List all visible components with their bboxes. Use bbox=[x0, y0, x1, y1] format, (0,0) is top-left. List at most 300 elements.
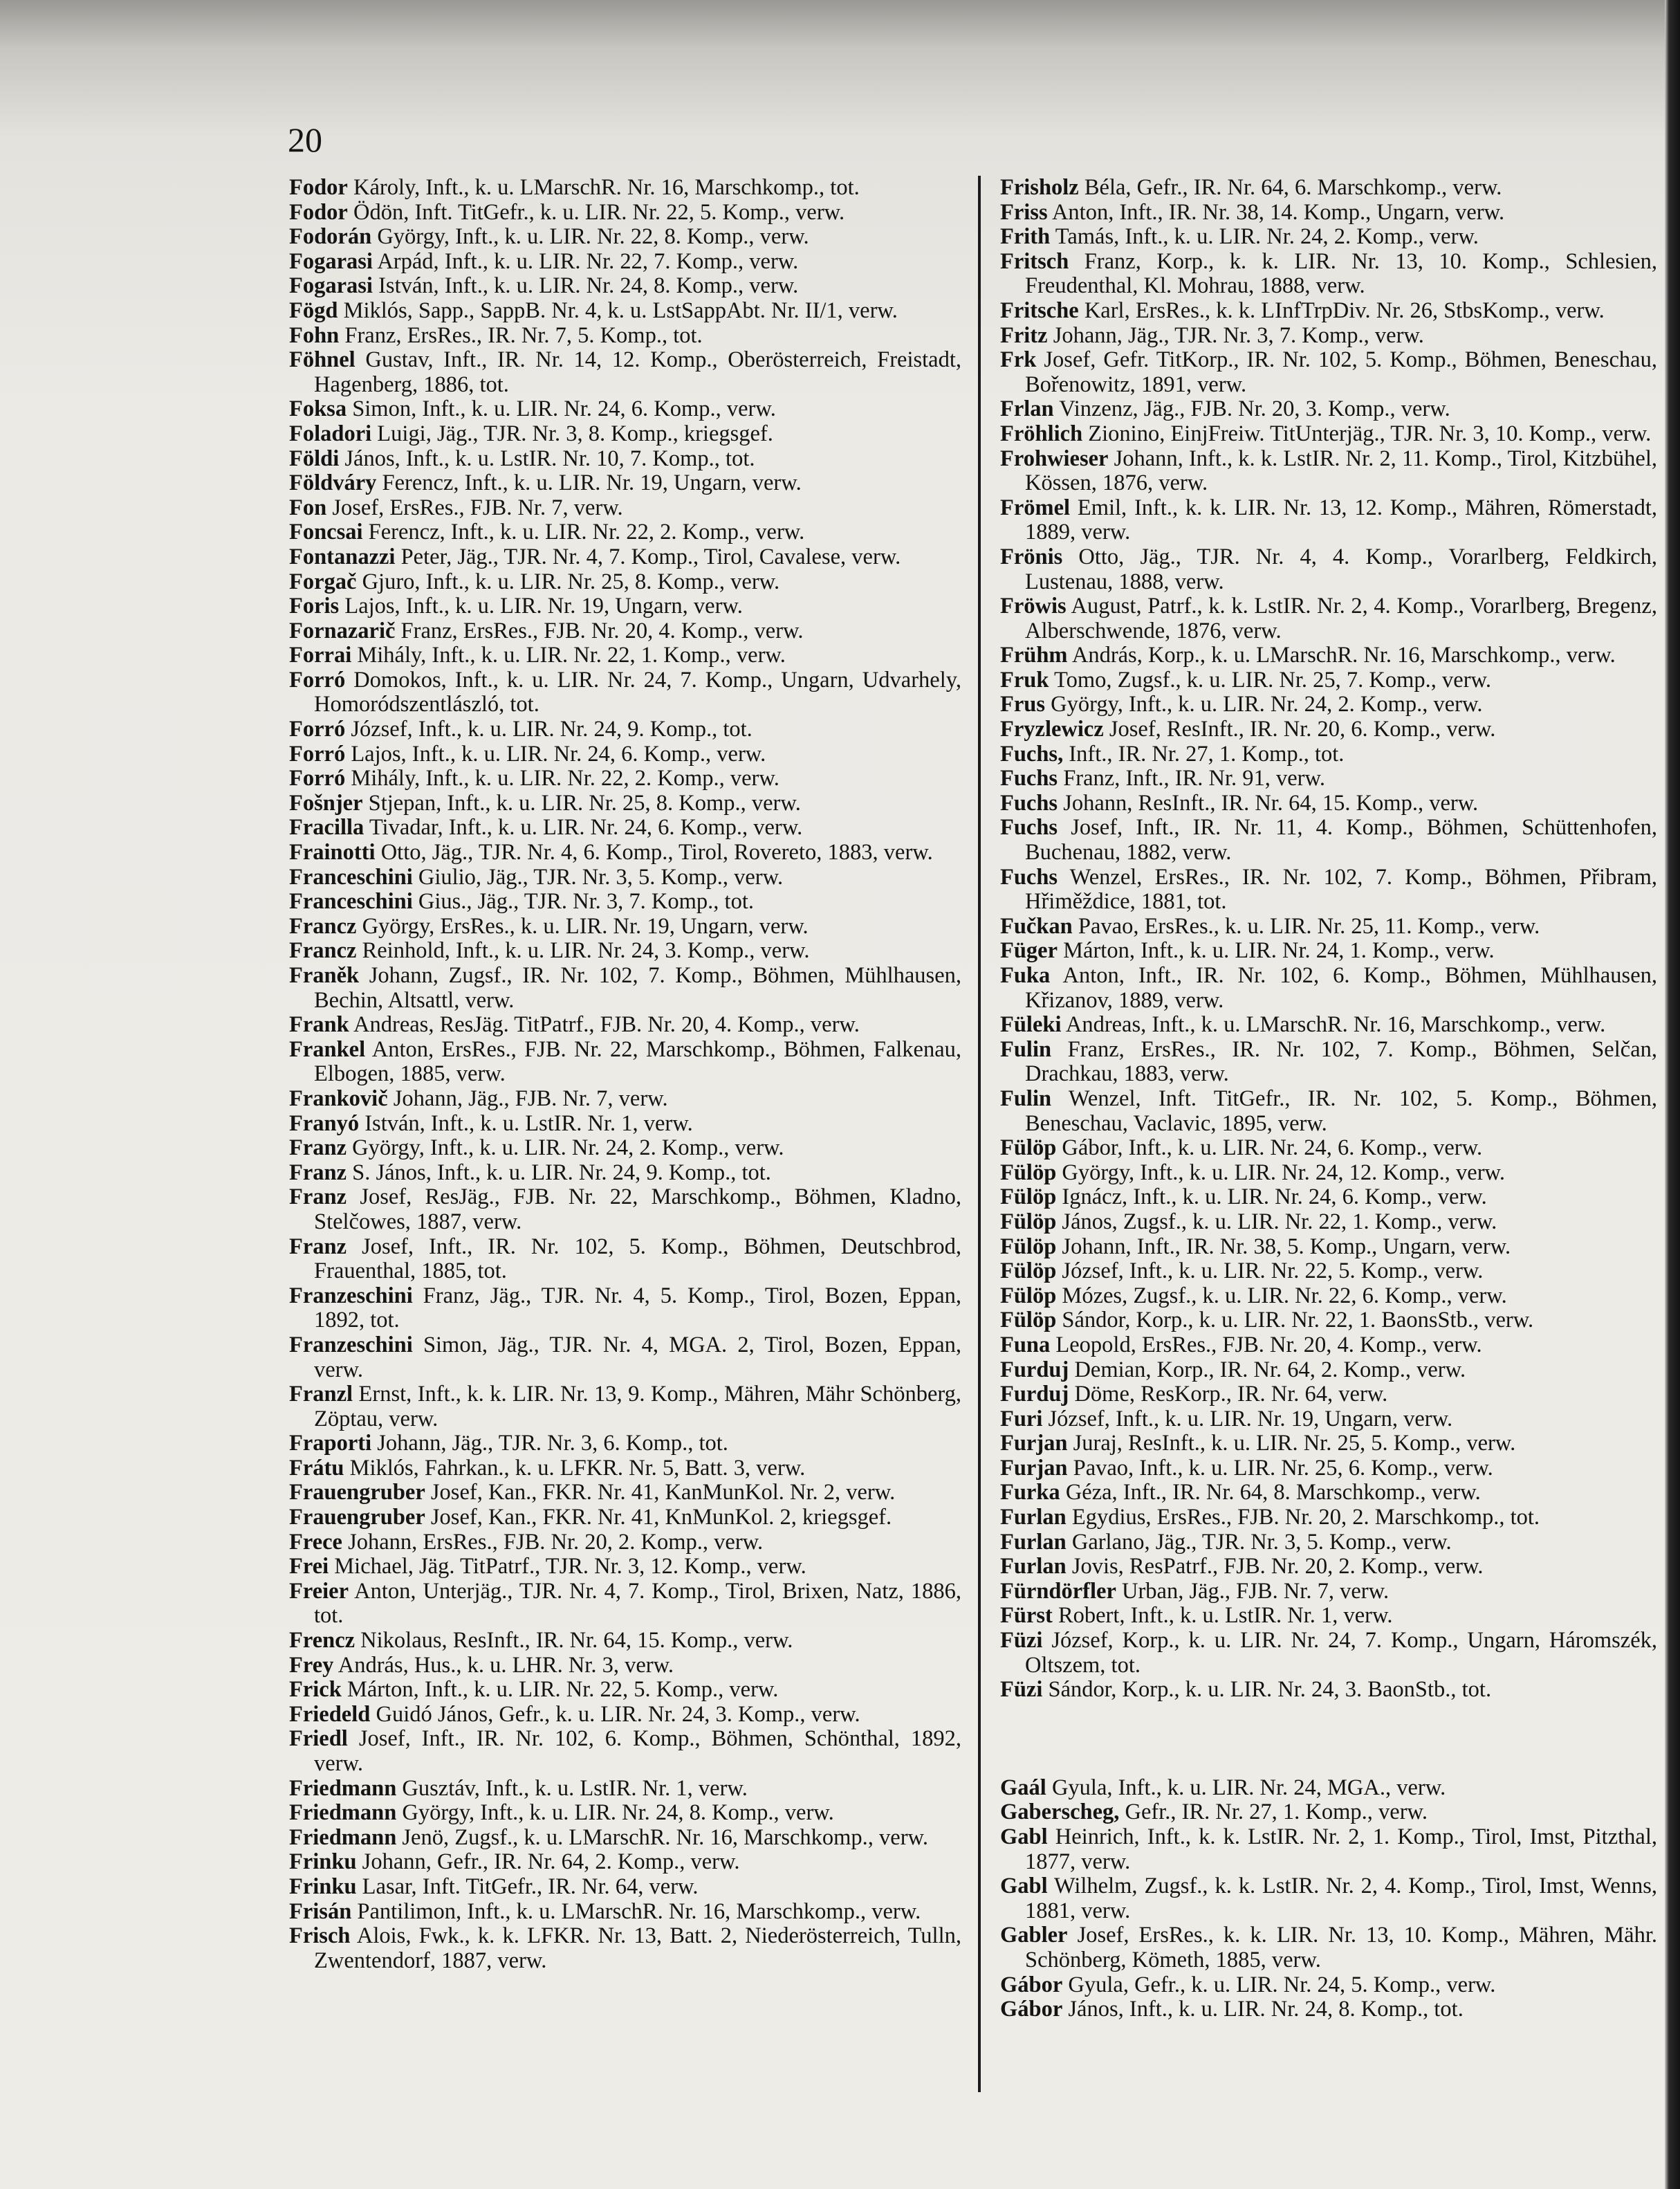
entry-surname: Friedmann bbox=[289, 1800, 397, 1826]
entry-surname: Fohn bbox=[289, 322, 340, 348]
list-entry bbox=[289, 841, 961, 865]
entry-details: Franz, Inft., IR. Nr. 91, verw. bbox=[1063, 766, 1325, 791]
list-entry bbox=[289, 890, 961, 915]
entry-details: Ferencz, Inft., k. u. LIR. Nr. 19, Ungarn, verw. bbox=[382, 470, 802, 496]
entry-details: Jovis, ResPatrf., FJB. Nr. 20, 2. Komp., verw. bbox=[1071, 1554, 1484, 1579]
entry-details: János, Inft., k. u. LIR. Nr. 24, 8. Komp., tot. bbox=[1068, 1997, 1464, 2022]
entry-surname: Frank bbox=[289, 1012, 349, 1038]
list-entry bbox=[289, 471, 961, 496]
list-entry bbox=[1000, 545, 1657, 594]
entry-details: Pavao, Inft., k. u. LIR. Nr. 25, 6. Komp., verw. bbox=[1073, 1455, 1493, 1481]
list-entry bbox=[1000, 1161, 1657, 1186]
entry-surname: Frauengruber bbox=[289, 1505, 425, 1530]
entry-surname: Fryzlewicz bbox=[1000, 717, 1104, 742]
entry-surname: Foncsai bbox=[289, 520, 363, 545]
entry-surname: Friedmann bbox=[289, 1775, 397, 1801]
entry-surname: Fuka bbox=[1000, 963, 1051, 988]
list-entry bbox=[1000, 594, 1657, 643]
list-entry bbox=[1000, 816, 1657, 865]
entry-surname: Franz bbox=[289, 1135, 347, 1161]
entry-surname: Füzi bbox=[1000, 1628, 1043, 1654]
right-column bbox=[1000, 176, 1657, 2022]
list-entry bbox=[289, 1481, 961, 1505]
entry-surname: Forró bbox=[289, 717, 346, 742]
entry-surname: Franyó bbox=[289, 1110, 360, 1136]
entry-details: Márton, Inft., k. u. LIR. Nr. 22, 5. Komp., verw. bbox=[347, 1677, 779, 1703]
entry-surname: Forró bbox=[289, 741, 346, 767]
entry-details: András, Korp., k. u. LMarschR. Nr. 16, Marschkomp., verw. bbox=[1071, 643, 1616, 668]
entry-surname: Franz bbox=[289, 1234, 347, 1259]
entry-surname: Fodor bbox=[289, 175, 348, 200]
entry-surname: Frönis bbox=[1000, 544, 1063, 569]
entry-details: Franz, ErsRes., IR. Nr. 102, 7. Komp., Böhmen, Selčan, Drachkau, 1883, verw. bbox=[1025, 1036, 1657, 1087]
entry-details: August, Patrf., k. k. LstIR. Nr. 2, 4. Komp., Vorarlberg, Bregenz, Alberschwende, 1876, verw. bbox=[1025, 594, 1657, 643]
entry-details: Alois, Fwk., k. k. LFKR. Nr. 13, Batt. 2, Niederösterreich, Tulln, Zwentendorf, 1887, verw. bbox=[314, 1923, 961, 1973]
entry-surname: Frisch bbox=[289, 1923, 351, 1949]
entry-surname: Furlan bbox=[1000, 1554, 1067, 1579]
entry-surname: Frk bbox=[1000, 347, 1037, 373]
entry-surname: Fülöp bbox=[1000, 1160, 1057, 1185]
entry-surname: Furka bbox=[1000, 1480, 1060, 1505]
list-entry bbox=[289, 1579, 961, 1629]
list-entry bbox=[289, 250, 961, 275]
list-entry bbox=[289, 1654, 961, 1678]
entry-surname: Frühm bbox=[1000, 643, 1068, 668]
entry-surname: Fülöp bbox=[1000, 1209, 1057, 1234]
entry-surname: Fülöp bbox=[1000, 1258, 1057, 1284]
entry-surname: Fodorán bbox=[289, 224, 372, 250]
entry-surname: Foris bbox=[289, 594, 340, 619]
entry-details: István, Inft., k. u. LstIR. Nr. 1, verw. bbox=[364, 1110, 693, 1136]
entry-surname: Frei bbox=[289, 1554, 329, 1579]
list-entry bbox=[289, 865, 961, 890]
entry-details: Károly, Inft., k. u. LMarschR. Nr. 16, Marschkomp., tot. bbox=[353, 175, 860, 200]
entry-details: Tomo, Zugsf., k. u. LIR. Nr. 25, 7. Komp., verw. bbox=[1053, 667, 1492, 693]
entry-details: Josef, Inft., IR. Nr. 102, 6. Komp., Böhmen, Schönthal, 1892, verw. bbox=[314, 1726, 962, 1776]
entry-surname: Fürst bbox=[1000, 1603, 1053, 1629]
list-entry bbox=[289, 274, 961, 299]
entry-surname: Franzeschini bbox=[289, 1283, 413, 1308]
list-entry bbox=[1000, 1555, 1657, 1579]
entry-surname: Fodor bbox=[289, 199, 348, 225]
entry-surname: Francz bbox=[289, 913, 357, 939]
list-entry bbox=[1000, 250, 1657, 299]
entry-details: Ernst, Inft., k. k. LIR. Nr. 13, 9. Komp., Mähren, Mähr Schönberg, Zöptau, verw. bbox=[314, 1382, 961, 1431]
entry-surname: Frömel bbox=[1000, 495, 1071, 520]
list-entry bbox=[289, 201, 961, 226]
entry-surname: Forró bbox=[289, 766, 346, 791]
entry-details: Josef, Kan., FKR. Nr. 41, KanMunKol. Nr. 2, verw. bbox=[430, 1480, 896, 1505]
list-entry bbox=[289, 1727, 961, 1776]
entry-details: Béla, Gefr., IR. Nr. 64, 6. Marschkomp., verw. bbox=[1084, 175, 1502, 200]
entry-details: Karl, ErsRes., k. k. LInfTrpDiv. Nr. 26, StbsKomp., verw. bbox=[1084, 297, 1605, 323]
entry-details: S. János, Inft., k. u. LIR. Nr. 24, 9. Komp., tot. bbox=[352, 1160, 771, 1185]
entry-details: Johann, Inft., IR. Nr. 38, 5. Komp., Ungarn, verw. bbox=[1062, 1234, 1511, 1259]
entry-surname: Fröhlich bbox=[1000, 421, 1083, 446]
entry-surname: Forgač bbox=[289, 569, 357, 594]
entry-details: Ödön, Inft. TitGefr., k. u. LIR. Nr. 22, 5. Komp., verw. bbox=[353, 199, 845, 225]
list-entry bbox=[1000, 1308, 1657, 1333]
entry-details: György, Inft., k. u. LIR. Nr. 24, 2. Komp., verw. bbox=[1051, 692, 1483, 717]
entry-surname: Fröwis bbox=[1000, 594, 1067, 619]
entry-details: Urban, Jäg., FJB. Nr. 7, verw. bbox=[1122, 1578, 1390, 1604]
entry-details: Gyula, Gefr., k. u. LIR. Nr. 24, 5. Komp., verw. bbox=[1068, 1972, 1496, 1997]
entry-details: Johann, Gefr., IR. Nr. 64, 2. Komp., verw. bbox=[362, 1849, 740, 1875]
entry-details: Guidó János, Gefr., k. u. LIR. Nr. 24, 3. Komp., verw. bbox=[376, 1701, 860, 1727]
list-entry bbox=[1000, 865, 1657, 915]
entry-details: Gyula, Inft., k. u. LIR. Nr. 24, MGA., verw. bbox=[1051, 1775, 1446, 1800]
entry-surname: Földi bbox=[289, 446, 340, 471]
list-entry bbox=[289, 964, 961, 1013]
entry-surname: Freier bbox=[289, 1578, 349, 1604]
entry-details: Nikolaus, ResInft., IR. Nr. 64, 15. Komp., verw. bbox=[360, 1628, 793, 1654]
entry-details: Demian, Korp., IR. Nr. 64, 2. Komp., verw. bbox=[1074, 1357, 1466, 1382]
entry-details: Johann, Inft., k. k. LstIR. Nr. 2, 11. Komp., Tirol, Kitzbühel, Kössen, 1876, verw. bbox=[1025, 446, 1657, 496]
entry-details: Wenzel, Inft. TitGefr., IR. Nr. 102, 5. Komp., Böhmen, Beneschau, Vaclavic, 1895, verw. bbox=[1025, 1086, 1657, 1136]
entry-surname: Fuchs bbox=[1000, 790, 1058, 816]
list-entry bbox=[289, 1505, 961, 1530]
entry-surname: Friss bbox=[1000, 199, 1048, 225]
entry-details: Juraj, ResInft., k. u. LIR. Nr. 25, 5. Komp., verw. bbox=[1073, 1431, 1516, 1456]
list-entry bbox=[289, 570, 961, 595]
entry-details: Anton, Inft., IR. Nr. 102, 6. Komp., Böhmen, Mühlhausen, Křizanov, 1889, verw. bbox=[1025, 963, 1657, 1013]
entry-details: Luigi, Jäg., TJR. Nr. 3, 8. Komp., kriegsgef. bbox=[377, 421, 773, 446]
entry-surname: Francz bbox=[289, 938, 357, 964]
entry-surname: Frus bbox=[1000, 692, 1045, 717]
entry-details: György, ErsRes., k. u. LIR. Nr. 19, Ungarn, verw. bbox=[362, 913, 809, 939]
entry-surname: Frisán bbox=[289, 1898, 352, 1924]
entry-surname: Fulin bbox=[1000, 1036, 1052, 1062]
list-entry bbox=[1000, 1358, 1657, 1383]
entry-surname: Franzl bbox=[289, 1382, 353, 1407]
entry-details: Egydius, ErsRes., FJB. Nr. 20, 2. Marschkomp., tot. bbox=[1071, 1505, 1540, 1530]
entry-details: Franz, Jäg., TJR. Nr. 4, 5. Komp., Tirol, Bozen, Eppan, 1892, tot. bbox=[314, 1283, 961, 1333]
entry-surname: Franz bbox=[289, 1160, 347, 1185]
list-entry bbox=[1000, 1038, 1657, 1087]
entry-details: Andreas, Inft., k. u. LMarschR. Nr. 16, Marschkomp., verw. bbox=[1065, 1012, 1606, 1038]
list-entry bbox=[289, 1530, 961, 1555]
entry-details: Miklós, Fahrkan., k. u. LFKR. Nr. 5, Batt. 3, verw. bbox=[349, 1455, 806, 1481]
list-entry bbox=[289, 545, 961, 570]
list-entry bbox=[1000, 939, 1657, 964]
list-entry bbox=[1000, 176, 1657, 201]
list-entry bbox=[1000, 693, 1657, 717]
list-entry bbox=[289, 422, 961, 447]
entry-surname: Gabler bbox=[1000, 1923, 1068, 1948]
entry-surname: Fritz bbox=[1000, 322, 1048, 348]
entry-surname: Föhnel bbox=[289, 347, 356, 373]
entry-details: Ignácz, Inft., k. u. LIR. Nr. 24, 6. Komp., verw. bbox=[1062, 1184, 1487, 1210]
list-entry bbox=[1000, 1800, 1657, 1825]
entry-details: Johann, Zugsf., IR. Nr. 102, 7. Komp., Böhmen, Mühlhausen, Bechin, Altsattl, verw. bbox=[314, 963, 962, 1013]
entry-surname: Frinku bbox=[289, 1849, 357, 1875]
list-entry bbox=[1000, 225, 1657, 250]
right-column-f-entries bbox=[1000, 176, 1657, 1703]
entry-surname: Forrai bbox=[289, 643, 352, 668]
entry-details: Lajos, Inft., k. u. LIR. Nr. 19, Ungarn, verw. bbox=[344, 594, 743, 619]
list-entry bbox=[289, 619, 961, 644]
entry-surname: Frainotti bbox=[289, 840, 376, 865]
entry-details: Anton, ErsRes., FJB. Nr. 22, Marschkomp., Böhmen, Falkenau, Elbogen, 1885, verw. bbox=[314, 1036, 961, 1087]
list-entry bbox=[289, 397, 961, 422]
entry-details: Leopold, ErsRes., FJB. Nr. 20, 4. Komp., verw. bbox=[1055, 1332, 1482, 1357]
list-entry bbox=[1000, 1259, 1657, 1284]
entry-surname: Fuchs bbox=[1000, 766, 1058, 791]
list-entry bbox=[289, 1235, 961, 1284]
entry-surname: Frankel bbox=[289, 1036, 366, 1062]
list-entry bbox=[289, 1136, 961, 1161]
list-entry bbox=[289, 1333, 961, 1382]
list-entry bbox=[1000, 1087, 1657, 1136]
list-entry bbox=[1000, 1481, 1657, 1505]
entry-surname: Frencz bbox=[289, 1628, 356, 1654]
list-entry bbox=[289, 1924, 961, 1973]
entry-details: Johann, Jäg., FJB. Nr. 7, verw. bbox=[393, 1086, 668, 1111]
list-entry bbox=[289, 1431, 961, 1456]
list-entry bbox=[1000, 1629, 1657, 1678]
list-entry bbox=[289, 520, 961, 545]
column-divider bbox=[978, 176, 981, 2092]
list-entry bbox=[289, 742, 961, 767]
list-entry bbox=[289, 1875, 961, 1900]
entry-surname: Fulin bbox=[1000, 1086, 1052, 1111]
entry-details: András, Hus., k. u. LHR. Nr. 3, verw. bbox=[338, 1652, 674, 1678]
list-entry bbox=[289, 1777, 961, 1802]
entry-details: Simon, Inft., k. u. LIR. Nr. 24, 6. Komp., verw. bbox=[352, 396, 776, 422]
entry-surname: Fülöp bbox=[1000, 1234, 1057, 1259]
left-column bbox=[289, 176, 961, 1973]
entry-surname: Funa bbox=[1000, 1332, 1051, 1357]
list-entry bbox=[1000, 422, 1657, 447]
list-entry bbox=[1000, 348, 1657, 397]
entry-details: Arpád, Inft., k. u. LIR. Nr. 22, 7. Komp., verw. bbox=[377, 248, 799, 274]
entry-details: Franz, ErsRes., IR. Nr. 7, 5. Komp., tot. bbox=[344, 322, 703, 348]
list-entry bbox=[1000, 1604, 1657, 1629]
entry-details: Peter, Jäg., TJR. Nr. 4, 7. Komp., Tirol, Cavalese, verw. bbox=[400, 544, 901, 569]
entry-details: Johann, Jäg., TJR. Nr. 3, 6. Komp., tot. bbox=[377, 1431, 728, 1456]
right-column-g-entries bbox=[1000, 1776, 1657, 2022]
entry-surname: Fraporti bbox=[289, 1431, 372, 1456]
list-entry bbox=[289, 1703, 961, 1728]
list-entry bbox=[289, 225, 961, 250]
entry-details: János, Zugsf., k. u. LIR. Nr. 22, 1. Komp., verw. bbox=[1062, 1209, 1497, 1234]
list-entry bbox=[289, 176, 961, 201]
list-entry bbox=[1000, 717, 1657, 742]
entry-details: Josef, ErsRes., k. k. LIR. Nr. 13, 10. Komp., Mähren, Mähr. Schönberg, Kömeth, 1885, verw. bbox=[1025, 1923, 1657, 1972]
entry-details: Emil, Inft., k. k. LIR. Nr. 13, 12. Komp., Mähren, Römerstadt, 1889, verw. bbox=[1025, 495, 1657, 545]
list-entry bbox=[289, 1185, 961, 1234]
list-entry bbox=[1000, 1284, 1657, 1309]
list-entry bbox=[1000, 1973, 1657, 1998]
entry-surname: Frece bbox=[289, 1529, 342, 1555]
entry-surname: Gábor bbox=[1000, 1972, 1063, 1997]
entry-details: Anton, Unterjäg., TJR. Nr. 4, 7. Komp., Tirol, Brixen, Natz, 1886, tot. bbox=[314, 1578, 961, 1629]
list-entry bbox=[289, 668, 961, 717]
entry-details: Robert, Inft., k. u. LstIR. Nr. 1, verw. bbox=[1058, 1603, 1393, 1629]
list-entry bbox=[1000, 1136, 1657, 1161]
entry-details: Sándor, Korp., k. u. LIR. Nr. 24, 3. BaonStb., tot. bbox=[1048, 1677, 1492, 1703]
list-entry bbox=[289, 1038, 961, 1087]
entry-details: Gábor, Inft., k. u. LIR. Nr. 24, 6. Komp., verw. bbox=[1062, 1135, 1483, 1161]
entry-surname: Franceschini bbox=[289, 889, 413, 915]
entry-details: Josef, ResInft., IR. Nr. 20, 6. Komp., verw. bbox=[1109, 717, 1496, 742]
entry-surname: Fogarasi bbox=[289, 248, 373, 274]
entry-details: Lajos, Inft., k. u. LIR. Nr. 24, 6. Komp., verw. bbox=[351, 741, 766, 767]
list-entry bbox=[1000, 496, 1657, 545]
entry-details: Josef, Inft., IR. Nr. 102, 5. Komp., Böhmen, Deutschbrod, Frauenthal, 1885, tot. bbox=[314, 1234, 961, 1284]
entry-surname: Frankovič bbox=[289, 1086, 388, 1111]
list-entry bbox=[1000, 1530, 1657, 1555]
entry-details: Heinrich, Inft., k. k. LstIR. Nr. 2, 1. Komp., Tirol, Imst, Pitzthal, 1877, verw. bbox=[1025, 1824, 1657, 1874]
entry-details: György, Inft., k. u. LIR. Nr. 24, 8. Komp., verw. bbox=[402, 1800, 834, 1826]
entry-surname: Frauengruber bbox=[289, 1480, 425, 1505]
entry-details: János, Inft., k. u. LstIR. Nr. 10, 7. Komp., tot. bbox=[344, 446, 755, 471]
list-entry bbox=[289, 1161, 961, 1186]
entry-details: Gefr., IR. Nr. 27, 1. Komp., verw. bbox=[1125, 1799, 1428, 1825]
entry-details: Wilhelm, Zugsf., k. k. LstIR. Nr. 2, 4. Komp., Tirol, Imst, Wenns, 1881, verw. bbox=[1025, 1874, 1657, 1923]
entry-surname: Friedmann bbox=[289, 1824, 397, 1850]
entry-surname: Franceschini bbox=[289, 864, 413, 890]
list-entry bbox=[289, 915, 961, 940]
list-entry bbox=[289, 496, 961, 521]
list-entry bbox=[289, 1382, 961, 1431]
entry-surname: Fontanazzi bbox=[289, 544, 396, 569]
list-entry bbox=[1000, 1333, 1657, 1358]
entry-surname: Frlan bbox=[1000, 396, 1054, 422]
entry-details: György, Inft., k. u. LIR. Nr. 24, 2. Komp., verw. bbox=[352, 1135, 784, 1161]
list-entry bbox=[289, 1284, 961, 1333]
entry-surname: Friedeld bbox=[289, 1701, 371, 1727]
entry-details: Vinzenz, Jäg., FJB. Nr. 20, 3. Komp., verw. bbox=[1059, 396, 1450, 422]
list-entry bbox=[1000, 1407, 1657, 1432]
list-entry bbox=[289, 767, 961, 791]
list-entry bbox=[289, 1629, 961, 1654]
entry-surname: Foksa bbox=[289, 396, 347, 422]
entry-details: Johann, Jäg., TJR. Nr. 3, 7. Komp., verw. bbox=[1053, 322, 1424, 348]
list-entry bbox=[1000, 447, 1657, 496]
entry-details: Inft., IR. Nr. 27, 1. Komp., tot. bbox=[1069, 741, 1345, 767]
entry-surname: Furjan bbox=[1000, 1431, 1068, 1456]
list-entry bbox=[1000, 397, 1657, 422]
list-entry bbox=[289, 1456, 961, 1481]
entry-surname: Furlan bbox=[1000, 1505, 1067, 1530]
list-entry bbox=[1000, 1235, 1657, 1260]
entry-surname: Frith bbox=[1000, 224, 1051, 250]
list-entry bbox=[1000, 915, 1657, 940]
entry-details: Mihály, Inft., k. u. LIR. Nr. 22, 1. Komp., verw. bbox=[357, 643, 786, 668]
section-gap bbox=[1000, 1703, 1657, 1776]
entry-surname: Fürndörfler bbox=[1000, 1578, 1116, 1604]
entry-surname: Gaberscheg, bbox=[1000, 1799, 1120, 1825]
entry-surname: Forró bbox=[289, 667, 346, 693]
entry-surname: Földváry bbox=[289, 470, 377, 496]
entry-details: József, Inft., k. u. LIR. Nr. 24, 9. Komp., tot. bbox=[351, 717, 753, 742]
entry-details: Ferencz, Inft., k. u. LIR. Nr. 22, 2. Komp., verw. bbox=[368, 520, 805, 545]
entry-surname: Fritsche bbox=[1000, 297, 1079, 323]
entry-surname: Fučkan bbox=[1000, 913, 1073, 939]
list-entry bbox=[289, 791, 961, 816]
list-entry bbox=[1000, 1013, 1657, 1038]
list-entry bbox=[289, 299, 961, 324]
list-entry bbox=[1000, 1431, 1657, 1456]
entry-surname: Fülöp bbox=[1000, 1135, 1057, 1161]
entry-details: Döme, ResKorp., IR. Nr. 64, verw. bbox=[1074, 1382, 1388, 1407]
entry-surname: Füleki bbox=[1000, 1012, 1062, 1038]
entry-details: Stjepan, Inft., k. u. LIR. Nr. 25, 8. Komp., verw. bbox=[368, 790, 801, 816]
list-entry bbox=[1000, 1825, 1657, 1874]
page-number: 20 bbox=[288, 120, 322, 159]
entry-surname: Gábor bbox=[1000, 1997, 1063, 2022]
list-entry bbox=[1000, 299, 1657, 324]
entry-surname: Fornazarič bbox=[289, 618, 396, 643]
entry-surname: Furi bbox=[1000, 1406, 1043, 1431]
entry-details: Reinhold, Inft., k. u. LIR. Nr. 24, 3. Komp., verw. bbox=[362, 938, 810, 964]
list-entry bbox=[1000, 324, 1657, 349]
entry-details: Gjuro, Inft., k. u. LIR. Nr. 25, 8. Komp., verw. bbox=[362, 569, 780, 594]
list-entry bbox=[289, 1013, 961, 1038]
entry-details: Michael, Jäg. TitPatrf., TJR. Nr. 3, 12. Komp., verw. bbox=[334, 1554, 806, 1579]
entry-details: Mihály, Inft., k. u. LIR. Nr. 22, 2. Komp., verw. bbox=[351, 766, 779, 791]
list-entry bbox=[289, 447, 961, 472]
list-entry bbox=[1000, 1776, 1657, 1801]
entry-details: Garlano, Jäg., TJR. Nr. 3, 5. Komp., verw. bbox=[1071, 1529, 1452, 1555]
entry-surname: Fogarasi bbox=[289, 273, 373, 299]
entry-details: Domokos, Inft., k. u. LIR. Nr. 24, 7. Komp., Ungarn, Udvarhely, Homoródszentlászló, tot. bbox=[314, 667, 961, 717]
entry-surname: Foladori bbox=[289, 421, 372, 446]
entry-surname: Frey bbox=[289, 1652, 334, 1678]
entry-details: Zionino, EinjFreiw. TitUnterjäg., TJR. Nr. 3, 10. Komp., verw. bbox=[1088, 421, 1652, 446]
entry-details: Tamás, Inft., k. u. LIR. Nr. 24, 2. Komp., verw. bbox=[1055, 224, 1479, 250]
entry-surname: Fošnjer bbox=[289, 790, 363, 816]
list-entry bbox=[1000, 1997, 1657, 2022]
list-entry bbox=[289, 1555, 961, 1579]
list-entry bbox=[1000, 791, 1657, 816]
entry-details: József, Korp., k. u. LIR. Nr. 24, 7. Komp., Ungarn, Háromszék, Oltszem, tot. bbox=[1025, 1628, 1658, 1678]
entry-surname: Frohwieser bbox=[1000, 446, 1109, 471]
entry-details: Tivadar, Inft., k. u. LIR. Nr. 24, 6. Komp., verw. bbox=[369, 815, 803, 841]
entry-details: Jenö, Zugsf., k. u. LMarschR. Nr. 16, Marschkomp., verw. bbox=[402, 1824, 929, 1850]
entry-surname: Fruk bbox=[1000, 667, 1049, 693]
list-entry bbox=[1000, 643, 1657, 668]
list-entry bbox=[289, 717, 961, 742]
entry-details: István, Inft., k. u. LIR. Nr. 24, 8. Komp., verw. bbox=[378, 273, 799, 299]
list-entry bbox=[1000, 742, 1657, 767]
entry-details: Andreas, ResJäg. TitPatrf., FJB. Nr. 20, 4. Komp., verw. bbox=[353, 1012, 860, 1038]
entry-details: Josef, ErsRes., FJB. Nr. 7, verw. bbox=[332, 495, 623, 520]
entry-surname: Gabl bbox=[1000, 1824, 1048, 1849]
entry-surname: Fögd bbox=[289, 297, 338, 323]
list-entry bbox=[289, 1850, 961, 1875]
list-entry bbox=[1000, 1382, 1657, 1407]
entry-surname: Frick bbox=[289, 1677, 342, 1703]
entry-surname: Franz bbox=[289, 1184, 347, 1210]
list-entry bbox=[289, 939, 961, 964]
entry-details: György, Inft., k. u. LIR. Nr. 22, 8. Komp., verw. bbox=[377, 224, 809, 250]
list-entry bbox=[1000, 1185, 1657, 1210]
entry-details: Franz, ErsRes., FJB. Nr. 20, 4. Komp., verw. bbox=[400, 618, 804, 643]
entry-surname: Fülöp bbox=[1000, 1184, 1057, 1210]
entry-surname: Fuchs, bbox=[1000, 741, 1064, 767]
entry-surname: Fritsch bbox=[1000, 248, 1069, 274]
list-entry bbox=[289, 643, 961, 668]
entry-surname: Fülöp bbox=[1000, 1308, 1057, 1333]
list-entry bbox=[289, 1900, 961, 1925]
entry-surname: Gaál bbox=[1000, 1775, 1046, 1800]
entry-surname: Frinku bbox=[289, 1874, 357, 1899]
entry-details: Márton, Inft., k. u. LIR. Nr. 24, 1. Komp., verw. bbox=[1063, 938, 1495, 964]
entry-details: Otto, Jäg., TJR. Nr. 4, 6. Komp., Tirol, Rovereto, 1883, verw. bbox=[380, 840, 933, 865]
list-entry bbox=[1000, 1678, 1657, 1703]
